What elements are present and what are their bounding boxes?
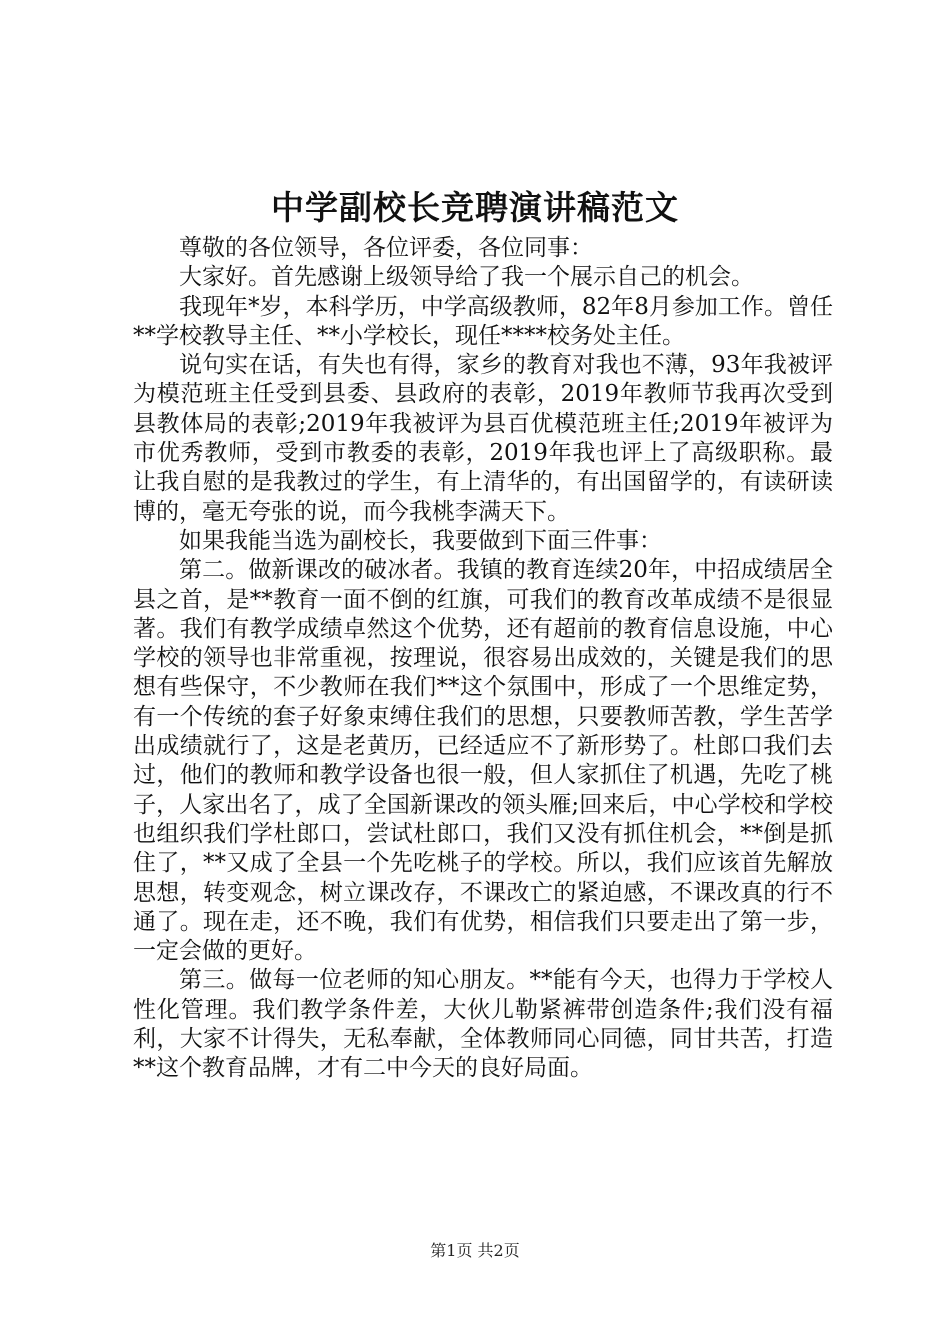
paragraph-point-teacher-friend: 第三。做每一位老师的知心朋友。**能有今天，也得力于学校人性化管理。我们教学条件差，大伙儿勒紧裤带创造条件;我们没有福利，大家不计得失，无私奉献，全体教师同心同德，同甘共苦，打造**这个教育品牌，才有二中今天的良好局面。 — [133, 967, 833, 1082]
paragraph-introduction: 我现年*岁，本科学历，中学高级教师，82年8月参加工作。曾任**学校教导主任、**小学校长，现任****校务处主任。 — [133, 293, 833, 349]
paragraph-achievements: 说句实在话，有失也有得，家乡的教育对我也不薄，93年我被评为模范班主任受到县委、县政府的表彰，2019年教师节我再次受到县教体局的表彰;2019年我被评为县百优模范班主任;2019年被评为市优秀教师，受到市教委的表彰，2019年我也评上了高级职称。最让我自慰的是我教过的学生，有上清华的，有出国留学的，有读研读博的，毫无夸张的说，而今我桃李满天下。 — [133, 352, 833, 525]
paragraph-greeting: 大家好。首先感谢上级领导给了我一个展示自己的机会。 — [179, 264, 754, 291]
document-title: 中学副校长竞聘演讲稿范文 — [271, 188, 679, 227]
paragraph-plan-intro: 如果我能当选为副校长，我要做到下面三件事： — [179, 527, 662, 554]
paragraph-point-curriculum-reform: 第二。做新课改的破冰者。我镇的教育连续20年，中招成绩居全县之首，是**教育一面不倒的红旗，可我们的教育改革成绩不是很显著。我们有教学成绩卓然这个优势，还有超前的教育信息设施，中心学校的领导也非常重视，按理说，很容易出成效的，关键是我们的思想有些保守，不少教师在我们**这个氛围中，形成了一个思维定势，有一个传统的套子好象束缚住我们的思想，只要教师苦教，学生苦学出成绩就行了，这是老黄历，已经适应不了新形势了。杜郎口我们去过，他们的教师和教学设备也很一般，但人家抓住了机遇，先吃了桃子，人家出名了，成了全国新课改的领头雁;回来后，中心学校和学校也组织我们学杜郎口，尝试杜郎口，我们又没有抓住机会，**倒是抓住了，**又成了全县一个先吃桃子的学校。所以，我们应该首先解放思想，转变观念，树立课改存，不课改亡的紧迫感，不课改真的行不通了。现在走，还不晚，我们有优势，相信我们只要走出了第一步，一定会做的更好。 — [133, 557, 833, 965]
document-body — [133, 234, 833, 1084]
page-number-footer: 第1页 共2页 — [430, 1241, 520, 1260]
paragraph-salutation: 尊敬的各位领导，各位评委，各位同事： — [179, 235, 593, 261]
